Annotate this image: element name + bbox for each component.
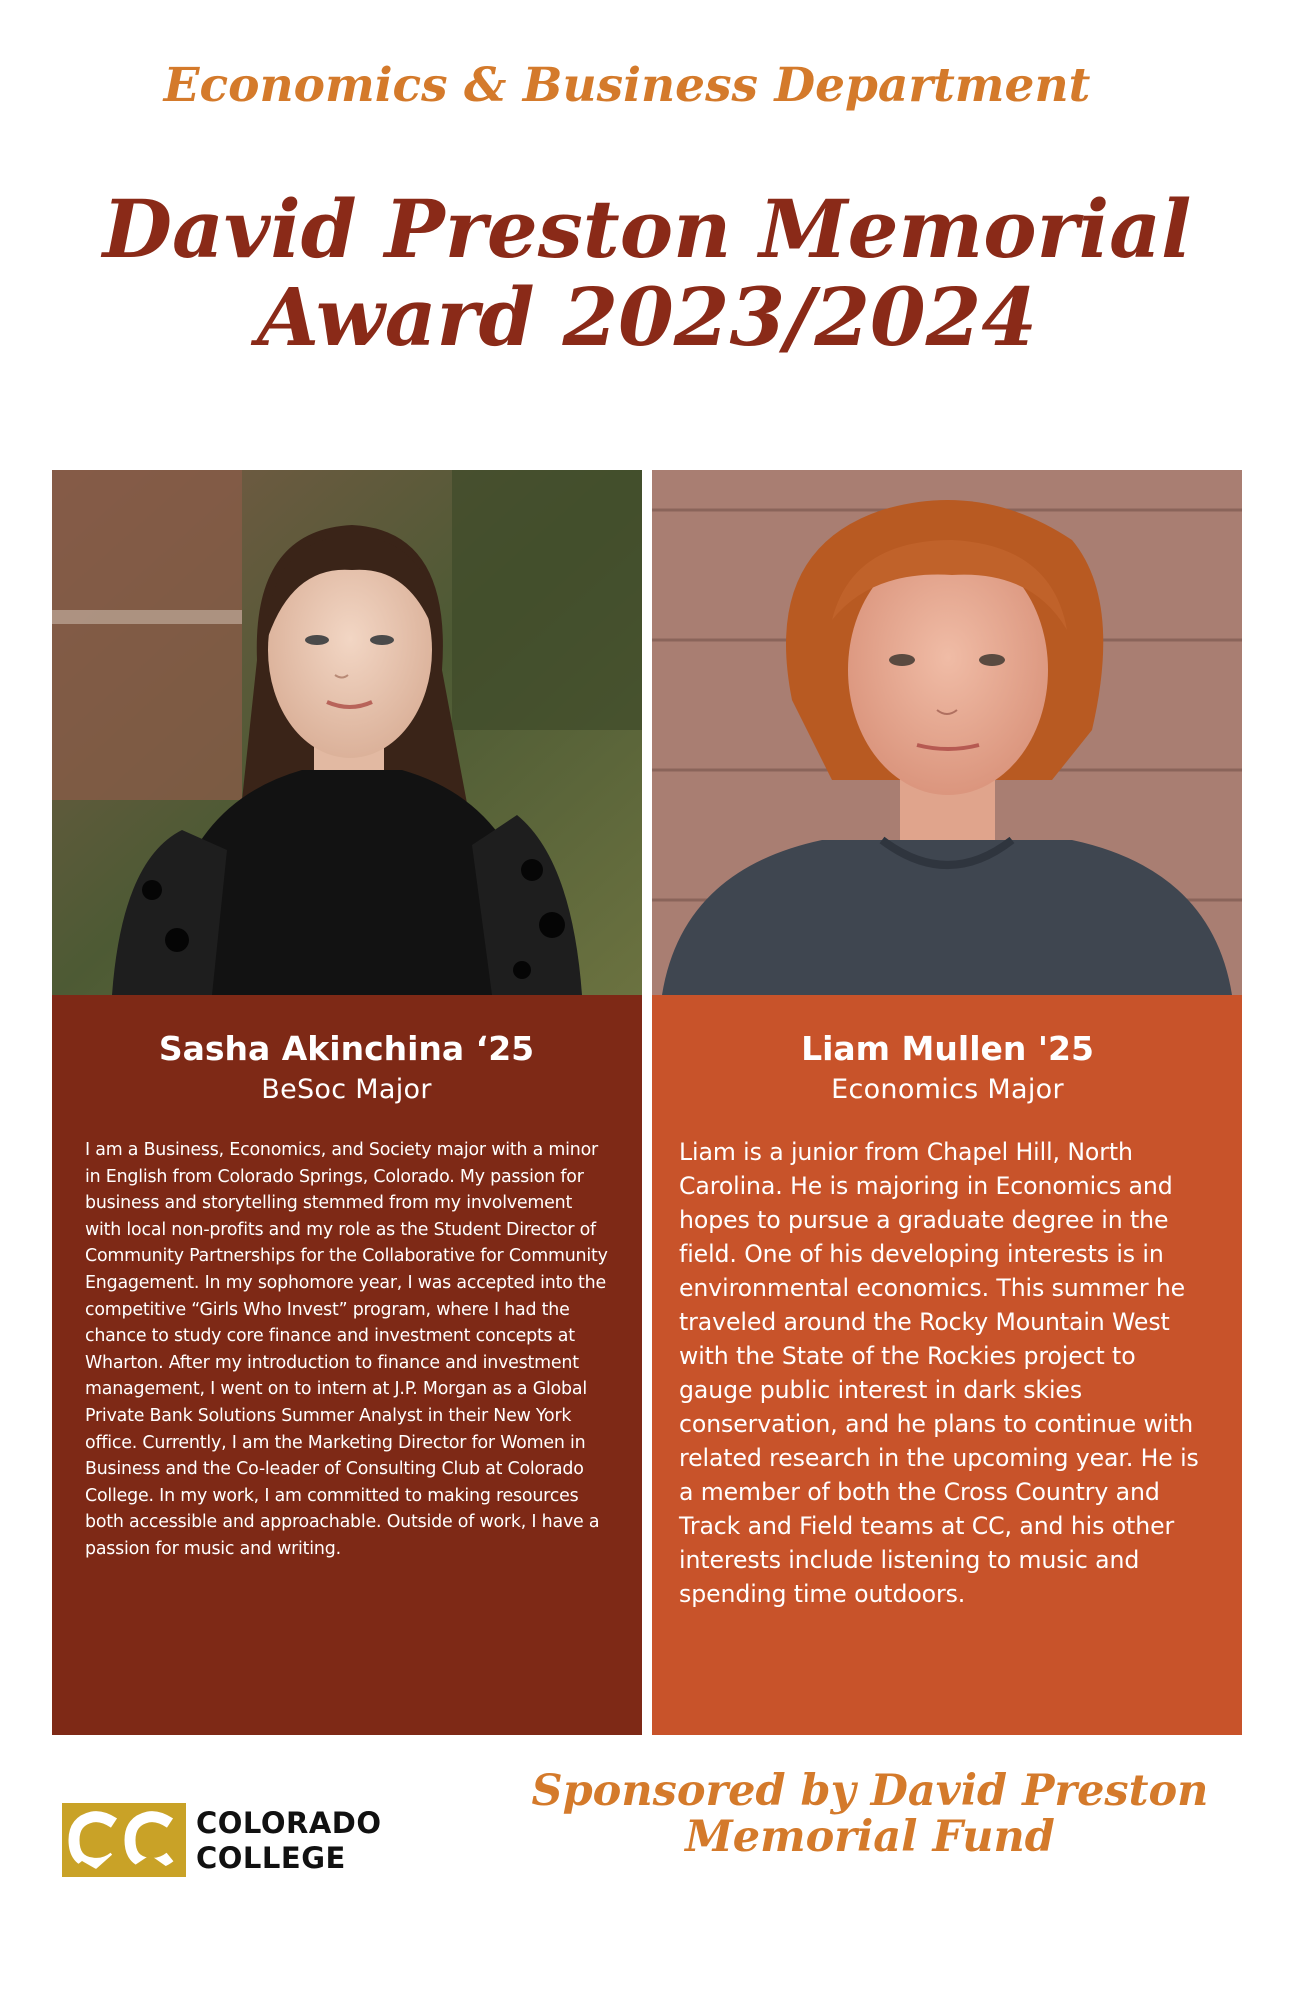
title-line-1: David Preston Memorial (102, 182, 1192, 276)
logo-line-1: COLORADO (196, 1806, 382, 1840)
student-bio: I am a Business, Economics, and Society major with a minor in English from Colorado Springs, Colorado. My passion for business and storytelling stemmed from my involvement with local non-profits and my role as the Student Director of Community Partnerships for the Collaborative for Community Engagement. In my sophomore year, I was accepted into the competitive “Girls Who Invest” program, where I had the chance to study core finance and investment concepts at Wharton. After my introduction to finance and investment management, I went on to intern at J.P. Morgan as a Global Private Bank Solutions Summer Analyst in their New York office. Currently, I am the Marketing Director for Women in Business and the Co-leader of Consulting Club at Colorado College. In my work, I am committed to making resources both accessible and approachable. Outside of work, I have a passion for music and writing. (85, 1140, 608, 1559)
sponsor-line-2: Memorial Fund (685, 1812, 1055, 1862)
student-photo-sasha (52, 470, 642, 995)
student-card-sasha (52, 995, 642, 1735)
student-major: BeSoc Major (261, 1074, 432, 1105)
department-heading: Economics & Business Department (163, 58, 1091, 113)
colorado-college-logo (62, 1800, 422, 1880)
logo-line-2: COLLEGE (196, 1841, 346, 1875)
student-bio: Liam is a junior from Chapel Hill, North Carolina. He is majoring in Economics and hopes to pursue a graduate degree in the field. One of his developing interests is in environmental economics. This summer he traveled around the Rocky Mountain West with the State of the Rockies project to gauge public interest in dark skies conservation, and he plans to continue with related research in the upcoming year. He is a member of both the Cross Country and Track and Field teams at CC, and his other interests include listening to music and spending time outdoors. (679, 1138, 1199, 1608)
student-major: Economics Major (831, 1074, 1064, 1105)
student-name: Liam Mullen '25 (801, 1029, 1094, 1068)
student-card-liam (652, 995, 1242, 1735)
page-title (40, 182, 1254, 364)
student-name: Sasha Akinchina ‘25 (158, 1029, 535, 1068)
cc-logo-mark-icon (62, 1803, 186, 1877)
logo-wordmark (196, 1806, 382, 1876)
sponsor-line-1: Sponsored by David Preston (531, 1766, 1209, 1816)
student-photo-liam (652, 470, 1242, 995)
title-line-2: Award 2023/2024 (257, 270, 1037, 364)
sponsor-text (490, 1768, 1250, 1860)
